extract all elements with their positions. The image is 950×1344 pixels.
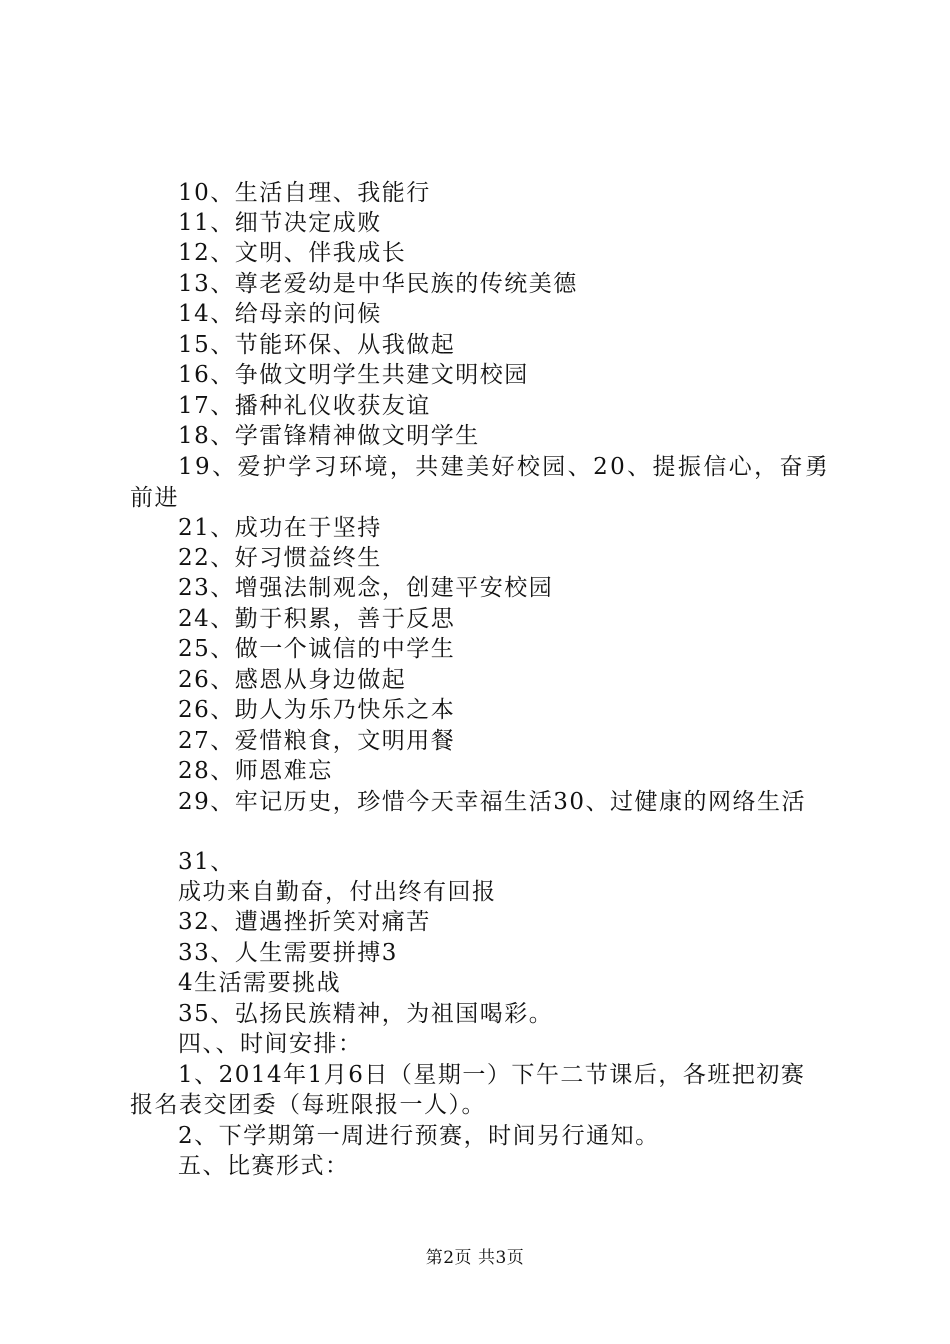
text-line: 13、尊老爱幼是中华民族的传统美德 [178, 271, 578, 297]
text-line: 18、学雷锋精神做文明学生 [178, 423, 480, 449]
text-line: 26、助人为乐乃快乐之本 [178, 697, 456, 723]
text-line: 4生活需要挑战 [178, 970, 342, 996]
text-line: 报名表交团委（每班限报一人）。 [130, 1092, 486, 1118]
text-line: 35、弘扬民族精神，为祖国喝彩。 [178, 1001, 554, 1027]
text-line: 16、争做文明学生共建文明校园 [178, 362, 529, 388]
text-line: 19、爱护学习环境，共建美好校园、20、提振信心，奋勇 [178, 454, 831, 480]
text-line: 27、爱惜粮食，文明用餐 [178, 728, 456, 754]
text-line: 14、给母亲的问候 [178, 301, 382, 327]
text-line: 15、节能环保、从我做起 [178, 332, 456, 358]
text-line: 12、文明、伴我成长 [178, 240, 407, 266]
text-line: 25、做一个诚信的中学生 [178, 636, 456, 662]
text-line: 32、遭遇挫折笑对痛苦 [178, 909, 431, 935]
text-line: 24、勤于积累，善于反思 [178, 606, 456, 632]
text-line: 成功来自勤奋，付出终有回报 [178, 879, 497, 905]
text-line: 11、细节决定成败 [178, 210, 382, 236]
text-line: 28、师恩难忘 [178, 758, 333, 784]
text-line: 五、比赛形式： [178, 1153, 350, 1179]
text-line: 21、成功在于坚持 [178, 515, 382, 541]
text-line: 22、好习惯益终生 [178, 545, 382, 571]
text-line: 33、人生需要拼搏3 [178, 940, 398, 966]
text-line: 1、2014年1月6日（星期一）下午二节课后，各班把初赛 [178, 1062, 806, 1088]
page-number-footer: 第2页 共3页 [425, 1248, 525, 1268]
text-line: 四、、时间安排： [178, 1031, 363, 1057]
text-line: 10、生活自理、我能行 [178, 180, 431, 206]
text-line: 前进 [130, 485, 179, 511]
text-line: 23、增强法制观念，创建平安校园 [178, 575, 554, 601]
text-line: 2、下学期第一周进行预赛，时间另行通知。 [178, 1123, 660, 1149]
text-line: 17、播种礼仪收获友谊 [178, 393, 431, 419]
text-line: 26、感恩从身边做起 [178, 667, 407, 693]
text-line: 31、 [178, 849, 235, 875]
text-line: 29、牢记历史，珍惜今天幸福生活30、过健康的网络生活 [178, 789, 807, 815]
